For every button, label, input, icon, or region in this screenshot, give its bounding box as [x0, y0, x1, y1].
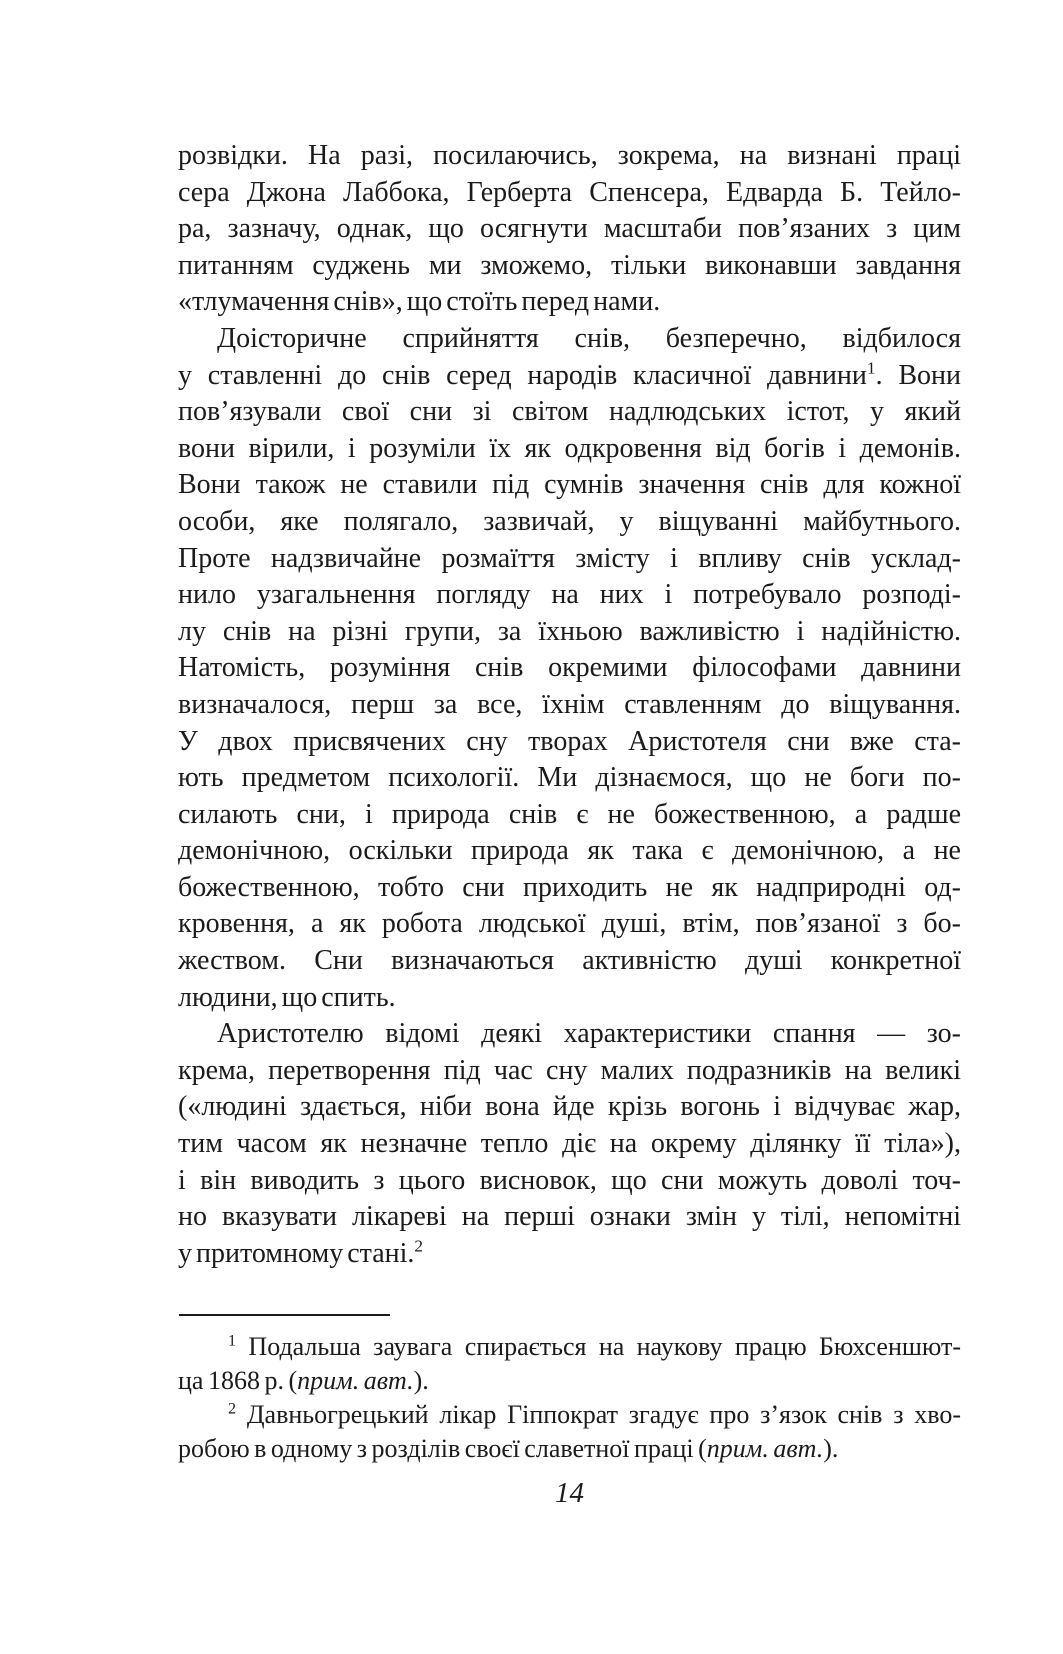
- footnote-separator-rule: [179, 1314, 390, 1316]
- body-text-line: демонічною, оскільки природа як така є демонічною, а не: [178, 835, 961, 867]
- body-text-line: но вказувати лікареві на перші ознаки змін у тілі, непомітні: [178, 1201, 961, 1233]
- body-text-line: у ставленні до снів серед народів класичної давнини$^1$. Вони: [178, 358, 961, 391]
- body-text-line: («людині здається, ніби вона йде крізь вогонь і відчуває жар,: [178, 1091, 961, 1123]
- body-text-line: Вони також не ставили під сумнів значення снів для кожної: [178, 469, 961, 501]
- body-text-line: сера Джона Лаббока, Герберта Спенсера, Едварда Б. Тейло-: [178, 176, 961, 208]
- body-text-line: визначалося, перш за все, їхнім ставленням до віщування.: [178, 688, 961, 720]
- body-text-line: тим часом як незначне тепло діє на окрему ділянку її тіла»),: [178, 1128, 961, 1160]
- body-text-line: нило узагальнення погляду на них і потребувало розподі-: [178, 579, 961, 611]
- body-text-line: лу снів на різні групи, за їхньою важливістю і надійністю.: [178, 615, 961, 647]
- body-text-line: питанням суджень ми зможемо, тільки виконавши завдання: [178, 249, 961, 281]
- body-text-line: людини, що спить.: [178, 981, 396, 1013]
- body-text-line: «тлумачення снів», що стоїть перед нами.: [178, 286, 661, 318]
- body-text-line: пов’язували свої сни зі світом надлюдських істот, у який: [178, 396, 961, 428]
- footnote-marker: 1: [866, 358, 876, 378]
- body-text-line: У двох присвячених сну творах Аристотеля сни вже ста-: [178, 725, 961, 757]
- footnote-marker: 1: [228, 1332, 237, 1350]
- body-text-block: [178, 138, 961, 1272]
- footnotes-block: [178, 1330, 961, 1466]
- body-text-line: крема, перетворення під час сну малих подразників на великі: [178, 1054, 961, 1086]
- body-text-line: божественною, тобто сни приходить не як надприродні од-: [178, 871, 961, 903]
- footnote-line: $^2$ Давньогрецький лікар Гіппократ згадує про з’язок снів з хво-: [228, 1400, 961, 1429]
- body-text-line: особи, яке полягало, зазвичай, у віщуванні майбутнього.: [178, 505, 961, 537]
- body-text-line: жеством. Сни визначаються активністю душі конкретної: [178, 945, 961, 977]
- body-text-line: Натомість, розуміння снів окремими філософами давнини: [178, 652, 961, 684]
- body-text-line: кровення, а як робота людської душі, втім, пов’язаної з бо-: [178, 908, 961, 940]
- footnote-line: робою в одному з розділів своєї славетної праці (прим. авт.).: [178, 1434, 839, 1463]
- body-text-line: ють предметом психології. Ми дізнаємося, що не боги по-: [178, 762, 961, 794]
- footnote-marker: 2: [414, 1236, 424, 1256]
- footnote-marker: 2: [228, 1400, 237, 1418]
- body-text-line: ра, зазначу, однак, що осягнути масштаби пов’язаних з цим: [178, 213, 961, 245]
- body-text-line: силають сни, і природа снів є не божественною, а радше: [178, 798, 961, 830]
- body-text-line: і він виводить з цього висновок, що сни можуть доволі точ-: [178, 1164, 961, 1196]
- body-text-line: розвідки. На разі, посилаючись, зокрема, на визнані праці: [178, 140, 961, 171]
- body-text-line: Доісторичне сприйняття снів, безперечно, відбилося: [217, 322, 961, 354]
- body-text-line: Аристотелю відомі деякі характеристики спання — зо-: [217, 1018, 961, 1050]
- footnote-line: $^1$ Подальша заувага спирається на наукову працю Бюхсеншют-: [228, 1332, 961, 1361]
- body-text-line: у притомному стані.$^2$: [178, 1236, 424, 1269]
- body-text-line: вони вірили, і розуміли їх як одкровення від богів і демонів.: [178, 432, 961, 464]
- body-text-line: Проте надзвичайне розмаїття змісту і впливу снів усклад-: [178, 542, 961, 574]
- page-number: 14: [555, 1477, 584, 1509]
- footnote-line: ца 1868 р. (прим. авт.).: [178, 1366, 429, 1395]
